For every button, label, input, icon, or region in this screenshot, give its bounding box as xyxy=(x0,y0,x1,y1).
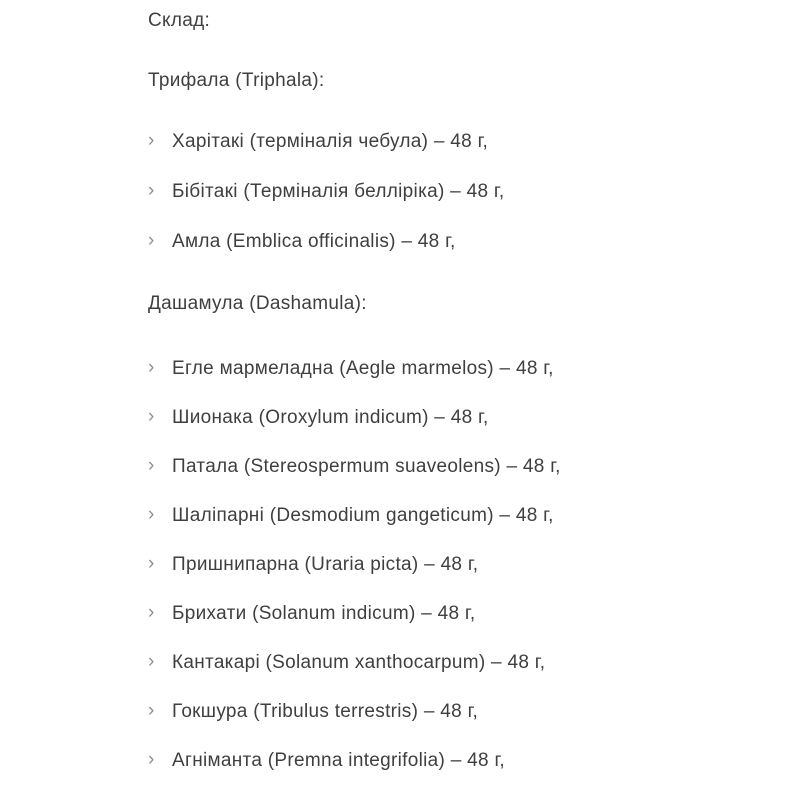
dashamula-ingredient-list xyxy=(148,356,760,774)
ingredient-text: Егле мармеладна (Aegle marmelos) – 48 г, xyxy=(172,358,554,379)
chevron-right-icon: › xyxy=(148,553,155,574)
ingredient-text: Пришнипарна (Uraria picta) – 48 г, xyxy=(172,554,479,575)
list-item xyxy=(148,552,760,578)
chevron-right-icon: › xyxy=(148,504,155,525)
list-item xyxy=(148,454,760,480)
section-heading-triphala: Трифала (Triphala): xyxy=(148,70,325,91)
list-item xyxy=(148,405,760,431)
chevron-right-icon: › xyxy=(148,406,155,427)
chevron-right-icon: › xyxy=(148,455,155,476)
triphala-ingredient-list xyxy=(148,129,760,255)
list-item xyxy=(148,179,760,205)
ingredient-text: Амла (Emblica officinalis) – 48 г, xyxy=(172,231,456,252)
ingredient-text: Агніманта (Premna integrifolia) – 48 г, xyxy=(172,750,505,771)
ingredient-text: Кантакарі (Solanum xanthocarpum) – 48 г, xyxy=(172,652,546,673)
ingredient-text: Бібітакі (Терміналія белліріка) – 48 г, xyxy=(172,181,505,202)
list-item xyxy=(148,748,760,774)
list-item xyxy=(148,503,760,529)
list-item xyxy=(148,229,760,255)
ingredient-text: Шионака (Oroxylum indicum) – 48 г, xyxy=(172,407,489,428)
chevron-right-icon: › xyxy=(148,180,155,201)
ingredient-text: Гокшура (Tribulus terrestris) – 48 г, xyxy=(172,701,479,722)
ingredient-text: Шаліпарні (Desmodium gangeticum) – 48 г, xyxy=(172,505,554,526)
section-heading-dashamula: Дашамула (Dashamula): xyxy=(148,293,367,314)
list-item xyxy=(148,356,760,382)
chevron-right-icon: › xyxy=(148,700,155,721)
ingredient-text: Патала (Stereospermum suaveolens) – 48 г, xyxy=(172,456,561,477)
chevron-right-icon: › xyxy=(148,130,155,151)
chevron-right-icon: › xyxy=(148,749,155,770)
ingredient-text: Харітакі (терміналія чебула) – 48 г, xyxy=(172,131,489,152)
composition-title: Склад: xyxy=(148,10,211,31)
chevron-right-icon: › xyxy=(148,357,155,378)
chevron-right-icon: › xyxy=(148,230,155,251)
list-item xyxy=(148,699,760,725)
ingredient-text: Брихати (Solanum indicum) – 48 г, xyxy=(172,603,476,624)
list-item xyxy=(148,601,760,627)
list-item xyxy=(148,650,760,676)
chevron-right-icon: › xyxy=(148,651,155,672)
list-item xyxy=(148,129,760,155)
chevron-right-icon: › xyxy=(148,602,155,623)
